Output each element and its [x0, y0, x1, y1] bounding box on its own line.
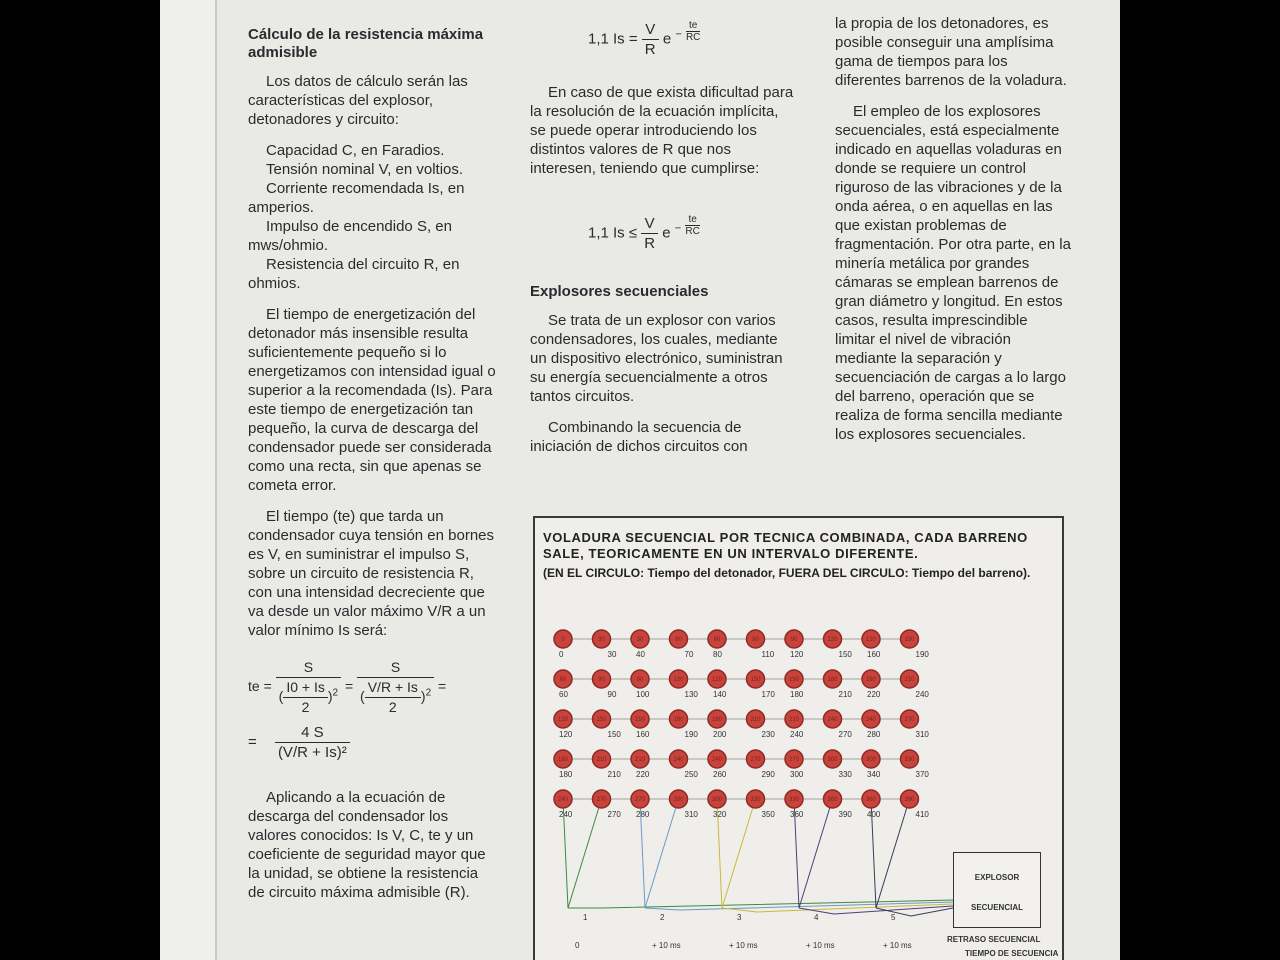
list-item: Resistencia del circuito R, en ohmios.: [248, 256, 460, 292]
detonator-time: 300: [673, 797, 684, 803]
hole-time: 180: [559, 770, 573, 779]
hole-time: 110: [761, 650, 775, 659]
inner-numerator: I0 + Is: [283, 678, 328, 698]
paragraph-dificultad: En caso de que exista dificultad para la resolución de la ecuación implícita, se puede operar introduciendo los distintos valores de R que nos interesen, teniendo que cumplirse:: [530, 84, 794, 177]
explosor-label: SECUENCIAL: [970, 903, 1023, 912]
detonator-time: 90: [790, 637, 798, 643]
detonator-time: 120: [557, 717, 569, 723]
fraction-3: [275, 723, 350, 762]
detonator-time: 120: [711, 677, 723, 683]
eq-lhs: te =: [248, 678, 272, 695]
hole-time: 100: [636, 690, 650, 699]
hole-time: 290: [761, 770, 775, 779]
detonator-time: 270: [596, 797, 607, 803]
heading-resistencia: Cálculo de la resistencia máxima admisible: [248, 26, 484, 61]
circuit-number: 3: [737, 913, 742, 922]
hole-time: 240: [559, 810, 573, 819]
hole-time: 350: [761, 810, 775, 819]
hole-time: 60: [559, 690, 568, 699]
legend-tiempo: TIEMPO DE SECUENCIA: [965, 949, 1059, 958]
hole-time: 260: [713, 770, 727, 779]
hole-time: 280: [636, 810, 650, 819]
fraction-v-r: [641, 214, 658, 253]
hole-time: 30: [607, 650, 617, 659]
hole-time: 270: [607, 810, 621, 819]
detonator-time: 360: [865, 797, 877, 803]
fraction-1: [276, 658, 341, 717]
fraction-numerator: V: [642, 20, 659, 40]
detonator-time: 210: [788, 717, 800, 723]
exp-denominator: RC: [685, 32, 701, 43]
detonator-time: 360: [827, 797, 838, 803]
detonator-time: 0: [561, 637, 565, 643]
paragraph-propia: la propia de los detonadores, es posible conseguir una amplísima gama de tiempos para los diferentes barrenos de la voladura.: [835, 15, 1067, 89]
detonator-time: 150: [596, 717, 607, 723]
column-right: [835, 14, 1071, 456]
hole-time: 160: [867, 650, 881, 659]
detonator-time: 60: [559, 677, 567, 683]
fraction-denominator: (V/R + Is)²: [277, 744, 347, 761]
exponent: 2: [425, 687, 432, 699]
paragraph-energetizacion: El tiempo de energetización del detonador más insensible resulta suficientemente pequeño si lo energetizamos con intensidad igual o superior a la recomendada (Is). Para este tiempo de energetización tan pequeño, la curva de descarga del condensador puede ser considerada como una recta, sin que apenas se cometa error.: [248, 306, 496, 494]
paragraph-aplicando: Aplicando a la ecuación de descarga del condensador los valores conocidos: Is V, C, te y un coeficiente de seguridad mayor que la unidad, se obtiene la resistencia de circuito máxima admisible (R).: [248, 789, 486, 901]
hole-time: 320: [713, 810, 727, 819]
hole-time: 250: [684, 770, 698, 779]
circuit-number: 1: [583, 913, 588, 922]
detonator-time: 180: [827, 677, 838, 683]
detonator-time: 60: [675, 637, 682, 643]
hole-time: 240: [915, 690, 929, 699]
minus-sign: −: [675, 28, 682, 41]
detonator-time: 270: [904, 717, 915, 723]
equation-1: [588, 20, 798, 59]
paragraph-empleo: El empleo de los explosores secuenciales, está especialmente indicado en aquellas voladuras en donde se requiere un control riguroso de las vibraciones y de la onda aérea, o en aquellas en las que existan problemas de fragmentación. Por otra parte, en la minería metálica por grandes cámaras se emplean barrenos de gran diámetro y longitud. En estos casos, resulta imprescindible limitar el nivel de vibración mediante la separación y secuenciación de cargas a lo largo del barreno, operación que se realiza de forma sencilla mediante los explosores secuenciales.: [835, 103, 1071, 443]
hole-time: 40: [636, 650, 645, 659]
hole-time: 80: [713, 650, 722, 659]
fraction-denominator: ( $\frac{I0 + Is}{2}$ )$^2$: [278, 679, 339, 715]
exp-numerator: te: [686, 20, 700, 32]
figure-voladura: [533, 516, 1064, 960]
euler-e: e: [662, 224, 671, 242]
exponent: 2: [332, 687, 339, 699]
exponent-fraction: [686, 20, 700, 43]
fraction-v-r: [642, 20, 659, 59]
intro-paragraph: Los datos de cálculo serán las características del explosor, detonadores y circuito:: [248, 73, 468, 128]
detonator-time: 300: [827, 757, 838, 763]
delay-label: 0: [575, 941, 580, 950]
column-middle: [530, 20, 798, 468]
circuit-number: 5: [891, 913, 896, 922]
detonator-time: 210: [904, 677, 915, 683]
circuit-number: 4: [814, 913, 819, 922]
hole-time: 370: [915, 770, 929, 779]
fraction-2: [357, 658, 434, 717]
book-page: [160, 0, 1120, 960]
inner-denominator: 2: [388, 699, 397, 715]
exp-numerator: te: [685, 214, 699, 226]
detonator-time: 210: [750, 717, 761, 723]
detonator-time: 150: [634, 717, 646, 723]
equation-te: [248, 658, 496, 717]
detonator-time: 240: [827, 717, 838, 723]
hole-time: 270: [838, 730, 852, 739]
eq-lhs: 1,1 Is =: [588, 30, 638, 48]
hole-time: 70: [684, 650, 694, 659]
delay-label: + 10 ms: [652, 941, 681, 950]
equation-te-simplified: [248, 723, 496, 762]
hole-time: 280: [867, 730, 881, 739]
detonator-time: 300: [865, 757, 877, 763]
detonator-time: 180: [673, 717, 684, 723]
detonator-time: 240: [711, 757, 723, 763]
hole-time: 90: [607, 690, 617, 699]
detonator-time: 150: [788, 677, 800, 683]
hole-time: 150: [838, 650, 852, 659]
detonator-time: 240: [673, 757, 684, 763]
detonator-time: 150: [750, 677, 761, 683]
detonator-time: 120: [827, 637, 838, 643]
detonator-time: 30: [598, 637, 605, 643]
hole-time: 200: [713, 730, 727, 739]
hole-time: 180: [790, 690, 804, 699]
data-list: [248, 141, 496, 293]
hole-time: 0: [559, 650, 564, 659]
euler-e: e: [662, 30, 672, 48]
equation-2: [588, 214, 798, 253]
figure-title: VOLADURA SECUENCIAL POR TECNICA COMBINADA, CADA BARRENO SALE, TEORICAMENTE EN UN INTERVALO DIFERENTE.: [543, 530, 1028, 561]
detonator-time: 180: [557, 757, 569, 763]
detonator-time: 330: [750, 797, 761, 803]
detonator-time: 270: [634, 797, 646, 803]
hole-time: 190: [684, 730, 698, 739]
detonator-time: 210: [596, 757, 607, 763]
delay-label: + 10 ms: [806, 941, 835, 950]
detonator-time: 180: [711, 717, 723, 723]
exp-denominator: RC: [685, 226, 700, 237]
detonator-time: 120: [673, 677, 684, 683]
hole-time: 210: [838, 690, 852, 699]
detonator-time: 180: [865, 677, 877, 683]
hole-time: 390: [838, 810, 852, 819]
list-item: Corriente recomendada Is, en amperios.: [248, 180, 465, 216]
list-item: Impulso de encendido S, en mws/ohmio.: [248, 218, 452, 254]
hole-time: 360: [790, 810, 804, 819]
fraction-numerator: V: [641, 214, 658, 234]
lead-wire: [876, 908, 953, 916]
hole-time: 120: [559, 730, 573, 739]
hole-time: 330: [838, 770, 852, 779]
hole-time: 230: [761, 730, 775, 739]
detonator-time: 90: [752, 637, 759, 643]
delay-label: + 10 ms: [883, 941, 912, 950]
detonator-time: 330: [904, 757, 915, 763]
detonator-time: 90: [636, 677, 644, 683]
inner-numerator: V/R + Is: [365, 678, 421, 698]
page-gutter: [160, 0, 217, 960]
explosor-label: EXPLOSOR: [974, 873, 1020, 882]
detonator-time: 300: [711, 797, 723, 803]
hole-time: 210: [607, 770, 621, 779]
detonator-time: 60: [713, 637, 721, 643]
hole-time: 310: [915, 730, 929, 739]
hole-time: 120: [790, 650, 804, 659]
hole-time: 130: [684, 690, 698, 699]
fraction-denominator: ( $\frac{V/R + Is}{2}$ )$^2$: [360, 679, 432, 715]
paragraph-tiempo: El tiempo (te) que tarda un condensador cuya tensión en bornes es V, en suministrar el impulso S, sobre un circuito de resistencia R, con una intensidad decreciente que va desde un valor máximo V/R a un valor mínimo Is será:: [248, 508, 495, 639]
heading-explosores: Explosores secuenciales: [530, 283, 709, 300]
hole-time: 160: [636, 730, 650, 739]
paragraph-combinando: Combinando la secuencia de iniciación de dichos circuitos con: [530, 419, 748, 455]
detonator-time: 150: [904, 637, 915, 643]
eq-sign: =: [344, 678, 354, 695]
hole-time: 410: [915, 810, 929, 819]
list-item: Capacidad C, en Faradios.: [266, 142, 445, 159]
detonator-time: 240: [557, 797, 569, 803]
hole-time: 340: [867, 770, 881, 779]
hole-time: 220: [867, 690, 881, 699]
legend-retraso: RETRASO SECUENCIAL: [947, 935, 1041, 944]
hole-time: 310: [684, 810, 698, 819]
detonator-time: 120: [865, 637, 877, 643]
hole-time: 240: [790, 730, 804, 739]
inner-denominator: 2: [301, 699, 310, 715]
hole-time: 150: [607, 730, 621, 739]
delay-label: + 10 ms: [729, 941, 758, 950]
exponent-fraction: [685, 214, 699, 237]
fraction-numerator: 4 S: [275, 723, 350, 743]
fraction-denominator: R: [644, 235, 656, 252]
detonator-time: 90: [598, 677, 605, 683]
list-item: Tensión nominal V, en voltios.: [266, 161, 464, 178]
detonator-time: 270: [788, 757, 800, 763]
eq-sign: =: [248, 733, 257, 751]
fraction-denominator: R: [644, 41, 656, 58]
hole-time: 300: [790, 770, 804, 779]
detonator-time: 330: [788, 797, 800, 803]
eq-sign: =: [438, 678, 447, 695]
fraction-numerator: S: [357, 658, 434, 678]
hole-time: 400: [867, 810, 881, 819]
hole-time: 190: [915, 650, 929, 659]
paragraph-explosor: Se trata de un explosor con varios condensadores, los cuales, mediante un dispositivo electrónico, suministran su energía secuencialmente a otros tantos circuitos.: [530, 312, 783, 405]
hole-time: 170: [761, 690, 775, 699]
detonator-time: 270: [750, 757, 761, 763]
minus-sign: −: [674, 222, 682, 235]
detonator-time: 210: [634, 757, 646, 763]
hole-time: 140: [713, 690, 727, 699]
explosor-box: [953, 852, 1041, 928]
detonator-time: 240: [865, 717, 877, 723]
detonator-time: 30: [636, 637, 644, 643]
eq-lhs: 1,1 Is ≤: [588, 224, 638, 242]
hole-time: 220: [636, 770, 650, 779]
figure-subtitle: (EN EL CIRCULO: Tiempo del detonador, FUERA DEL CIRCULO: Tiempo del barreno).: [543, 566, 1031, 580]
circuit-number: 2: [660, 913, 665, 922]
fraction-numerator: S: [276, 658, 341, 678]
detonator-time: 390: [904, 797, 915, 803]
column-left: [248, 26, 496, 914]
